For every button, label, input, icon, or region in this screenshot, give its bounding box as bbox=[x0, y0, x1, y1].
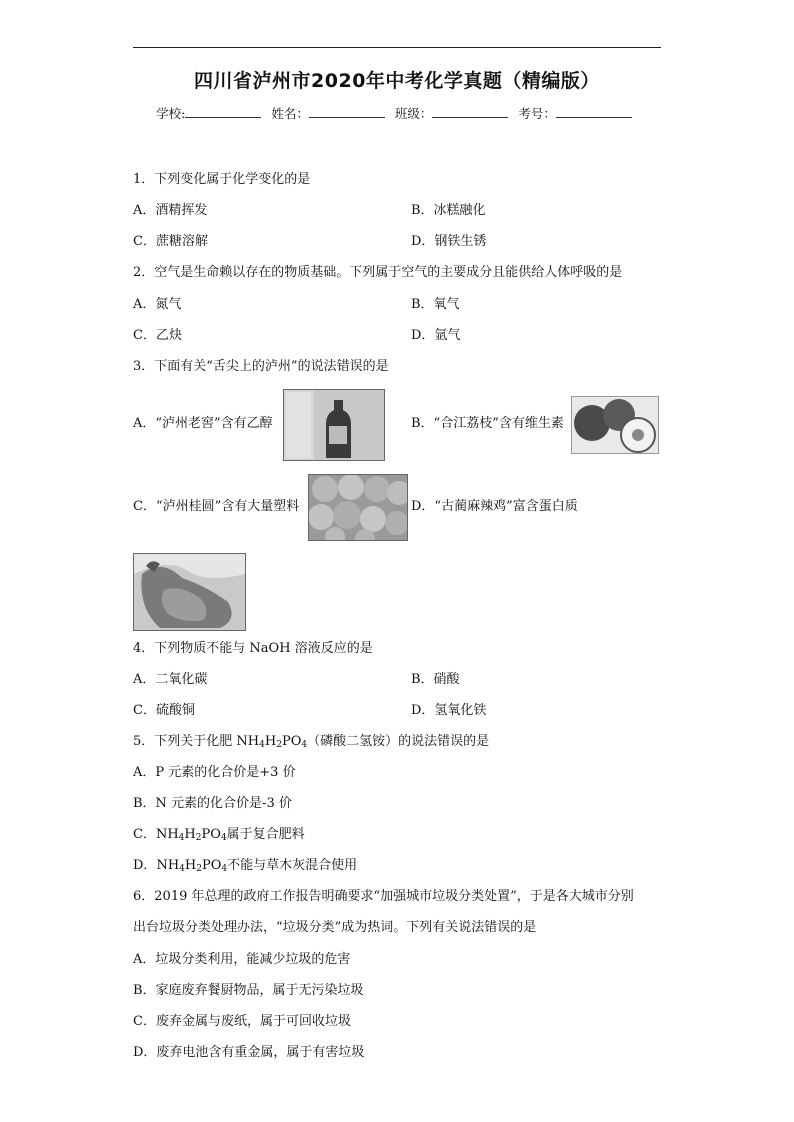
question-3-option-a[interactable]: A．“泸州老窖”含有乙醇 bbox=[133, 416, 273, 431]
longan-image bbox=[308, 474, 408, 541]
question-4-option-d[interactable]: D．氢氧化铁 bbox=[411, 703, 487, 718]
class-blank[interactable] bbox=[432, 105, 508, 118]
question-2-option-d[interactable]: D．氩气 bbox=[411, 328, 461, 343]
school-label: 学校: bbox=[156, 106, 186, 121]
question-2-option-c[interactable]: C．乙炔 bbox=[133, 328, 182, 343]
question-4-stem bbox=[133, 641, 373, 657]
name-blank[interactable] bbox=[309, 105, 385, 118]
question-5-option-a[interactable]: A．P 元素的化合价是+3 价 bbox=[133, 765, 296, 780]
name-label: 姓名： bbox=[271, 106, 309, 121]
top-rule bbox=[133, 47, 661, 48]
spicy-chicken-image bbox=[133, 553, 246, 631]
question-3-stem: 3．下面有关“舌尖上的泸州”的说法错误的是 bbox=[133, 359, 389, 374]
question-2-option-b[interactable]: B．氧气 bbox=[411, 297, 460, 312]
number-label: 考号： bbox=[518, 106, 556, 121]
page-title: 四川省泸州市2020年中考化学真题（精编版） bbox=[194, 70, 600, 92]
question-6-option-b[interactable]: B．家庭废弃餐厨物品，属于无污染垃圾 bbox=[133, 983, 364, 998]
question-6-option-c[interactable]: C．废弃金属与废纸，属于可回收垃圾 bbox=[133, 1014, 351, 1029]
question-5-stem bbox=[133, 734, 489, 753]
question-4-option-c[interactable]: C．硫酸铜 bbox=[133, 703, 195, 718]
question-6-option-a[interactable]: A．垃圾分类利用，能减少垃圾的危害 bbox=[133, 952, 351, 967]
question-4-stem-suffix: 溶液反应的是 bbox=[294, 641, 373, 656]
question-1-stem: 1．下列变化属于化学变化的是 bbox=[133, 172, 311, 187]
question-3-option-b[interactable]: B．“合江荔枝”含有维生素 bbox=[411, 416, 564, 431]
question-4-option-b[interactable]: B．硝酸 bbox=[411, 672, 460, 687]
student-info-line bbox=[0, 104, 794, 122]
option-d-formula: $NH_4H_2PO_4$ bbox=[156, 858, 228, 874]
question-1-option-c[interactable]: C．蔗糖溶解 bbox=[133, 234, 208, 249]
question-1-option-b[interactable]: B．冰糕融化 bbox=[411, 203, 486, 218]
school-blank[interactable] bbox=[185, 105, 261, 118]
question-5-option-b[interactable]: B．N 元素的化合价是-3 价 bbox=[133, 796, 292, 811]
option-c-formula: $NH_4H_2PO_4$ bbox=[155, 827, 227, 843]
question-5-formula: $NH_4H_2PO_4$ bbox=[236, 734, 308, 750]
lychee-image bbox=[571, 396, 659, 454]
question-4-stem-formula: NaOH bbox=[249, 641, 291, 656]
class-label: 班级： bbox=[394, 106, 433, 121]
question-5-stem-prefix: 5．下列关于化肥 bbox=[133, 734, 233, 749]
question-5-stem-suffix: （磷酸二氢铵）的说法错误的是 bbox=[307, 734, 490, 749]
question-2-stem: 2．空气是生命赖以存在的物质基础。下列属于空气的主要成分且能供给人体呼吸的是 bbox=[133, 265, 623, 280]
question-3-option-d[interactable]: D．“古蔺麻辣鸡”富含蛋白质 bbox=[411, 499, 578, 514]
number-blank[interactable] bbox=[556, 105, 632, 118]
liquor-bottle-image bbox=[283, 389, 385, 461]
question-5-option-c[interactable]: C．$NH_4H_2PO_4$属于复合肥料 bbox=[133, 827, 305, 843]
question-1-option-d[interactable]: D．钢铁生锈 bbox=[411, 234, 487, 249]
question-6-option-d[interactable]: D．废弃电池含有重金属，属于有害垃圾 bbox=[133, 1045, 365, 1060]
question-6-stem-line-2: 出台垃圾分类处理办法，“垃圾分类”成为热词。下列有关说法错误的是 bbox=[133, 920, 537, 935]
question-2-option-a[interactable]: A．氮气 bbox=[133, 297, 182, 312]
question-5-option-d[interactable]: D．$NH_4H_2PO_4$不能与草木灰混合使用 bbox=[133, 858, 358, 874]
question-3-option-c[interactable]: C．“泸州桂圆”含有大量塑料 bbox=[133, 499, 300, 514]
question-1-option-a[interactable]: A．酒精挥发 bbox=[133, 203, 208, 218]
question-4-stem-prefix: 4．下列物质不能与 bbox=[133, 641, 246, 656]
question-6-stem-line-1: 6．2019 年总理的政府工作报告明确要求“加强城市垃圾分类处置”，于是各大城市分别 bbox=[133, 889, 634, 904]
question-4-option-a[interactable]: A．二氧化碳 bbox=[133, 672, 208, 687]
